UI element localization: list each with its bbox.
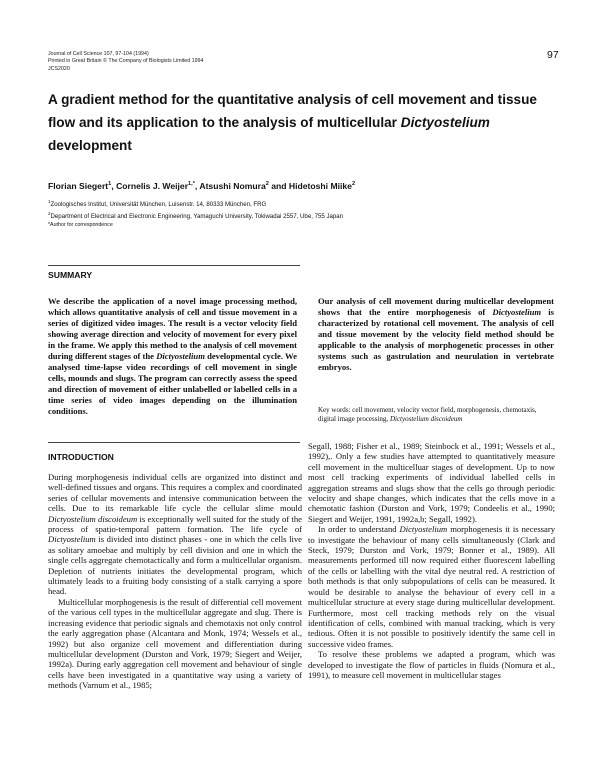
title-text-2: development	[48, 138, 132, 153]
author-4-sup: 2	[351, 181, 356, 188]
summary-bottom-rule	[48, 442, 300, 443]
page-number: 97	[547, 49, 559, 61]
summary-left-column	[48, 296, 297, 417]
intro-p1-text-1: During morphogenesis individual cells are organized into distinct and well-defined tissues and organs. This requires a complex and coordinated series of cellular movements and intensive communication between the cells. Due to its remarkable life cycle the cellular slime mould	[48, 472, 302, 514]
intro-paragraph-3: Segall, 1988; Fisher et al., 1989; Steinbock et al., 1991; Wessels et al., 1992),. Only a few studies have attempted to quantitatively measure cell movement in the multicelluar stages of development. Up to now most cell tracking experiments of individual labelled cells in aggregation streams and slugs show that the cells go through periodic velocity and shape changes, which indicates that the cells move in a chemotatic fashion (Durston and Vork, 1979; Condeelis et al., 1990; Siegert and Weijer, 1991, 1992a,b; Segall, 1992).	[308, 441, 555, 524]
author-3-sup: 2	[265, 181, 269, 188]
summary-left-italic: Dictyostelium	[156, 351, 205, 361]
affiliation-2-text: Department of Electrical and Electronic Engineering, Yamaguchi University, Tokiwadai 2557, Ube, 755 Japan	[50, 213, 344, 221]
journal-printed: Printed in Great Britain © The Company of Biologists Limited 1994	[48, 58, 204, 65]
author-1: Florian Siegert	[48, 181, 109, 191]
journal-code: JCS2020	[48, 65, 70, 72]
author-1-sup: 1	[108, 181, 112, 188]
summary-heading: SUMMARY	[48, 270, 93, 280]
affiliation-1-text: Zoologisches Institut, Universität München, Luisenstr. 14, 80333 München, FRG	[50, 201, 267, 209]
summary-right-text-1: Our analysis of cell movement during multicellar development shows that the entire morphogenesis of	[318, 296, 554, 317]
paper-title	[48, 88, 553, 157]
intro-p4-text-1: In order to understand	[318, 524, 400, 535]
keywords	[318, 406, 554, 425]
introduction-heading: INTRODUCTION	[48, 452, 114, 462]
affiliation-2-sup: 2	[48, 211, 51, 217]
intro-p1-italic-1: Dictyostelium discoideum	[48, 513, 138, 524]
journal-citation: Journal of Cell Science 107, 97-104 (1994)	[48, 51, 149, 57]
title-italic: Dictyostelium	[400, 115, 490, 130]
affiliation-2	[48, 209, 343, 221]
intro-paragraph-1	[48, 472, 302, 597]
author-2-sup: 1,*	[188, 181, 195, 188]
introduction-left-column	[48, 472, 302, 691]
intro-p4-text-2: morphogenesis it is necessary to investigate the behaviour of many cells simultaneously (Clark and Steck, 1979; Durston and Vork, 1979; Bonner et al., 1989). All measurements performed till now required either fluorescent labelling of the cells or labelling with the vital dye neutral red. A restriction of both methods is that only subpopulations of cells can be measured. It would be desirable to analyse the behaviour of every cell in a multicellular structure at every stage during multicellular development. Furthermore, most cell tracking methods rely on the visual identification of cells, combined with manual tracking, which is very tedious. Often it is not possible to positively identify the same cell in successive video frames.	[308, 524, 555, 649]
journal-info	[48, 51, 203, 73]
summary-right-text-2: is characterized by rotational cell movement. The analysis of cell and tissue movement by the velocity field method should be applicable to the analysis of morphogenetic processes in other systems such as gastrulation and neurulation in vertebrate embryos.	[318, 307, 554, 372]
intro-p1-text-2: is exceptionally well suited for the study of the process of spatio-temporal pattern formation. The life cycle of	[48, 513, 302, 535]
affiliation-1-sup: 1	[48, 199, 51, 204]
summary-right-italic: Dictyostelium	[492, 307, 542, 317]
intro-p1-text-3: is divided into distinct phases - one in which the cells live as solitary amoebae and multiply by cell division and one in which the single cells aggregate chemotactically and form a multicellular organism. Depletion of nutrients initiates the developmental program, which ultimately leads to a fruiting body consisting of a stalk carrying a spore head.	[48, 534, 302, 597]
summary-top-rule	[48, 265, 300, 266]
keywords-italic: Dictyostelium discoideum	[389, 415, 463, 424]
intro-paragraph-2: Multicellular morphogenesis is the result of differential cell movement of the various cell types in the multicellular aggregate and slug. There is increasing evidence that periodic signals and chemotaxis not only control the early aggregation phase (Alcantara and Monk, 1974; Wessels et al., 1992) but also organize cell movement and differentiation during multicellular development (Durston and Vork, 1979; Siegert and Weijer, 1992a). During early aggregation cell movement and behaviour of single cells have been investigated in a quantitative way using a variety of methods (Varnum et al., 1985;	[48, 596, 302, 691]
intro-p4-italic: Dictyostelium	[399, 524, 448, 535]
author-2: Cornelis J. Weijer	[116, 181, 189, 191]
author-4: Hidetoshi Miike	[288, 181, 352, 191]
keywords-text: Key words: cell movement, velocity vector field, morphogenesis, chemotaxis, digital image processing,	[318, 406, 537, 424]
author-list: Florian Siegert$^1$, Cornelis J. Weijer$^{1,*}$, Atsushi Nomura$^2$ and Hidetoshi Miike$^2$	[48, 181, 356, 191]
introduction-right-column	[308, 441, 555, 680]
intro-p1-italic-2: Dictyostelium	[48, 534, 96, 545]
author-conjunction: and	[271, 181, 287, 191]
intro-paragraph-5: To resolve these problems we adapted a program, which was developed to investigate the flow of particles in fluids (Nomura et al., 1991), to measure cell movement in multicellular stages	[308, 649, 555, 680]
summary-left-text-2: developmental cycle. We analysed time-lapse video recordings of cell movement in single cells, mounds and slugs. The program can correctly assess the speed and direction of movement of either unlabelled or labelled cells in a time series of video images depending on the illumination conditions.	[48, 351, 297, 416]
author-3: Atsushi Nomura	[199, 181, 266, 191]
summary-right-column	[318, 296, 554, 373]
title-text-1: A gradient method for the quantitative analysis of cell movement and tissue flow and its application to the analysis of multicellular	[48, 92, 537, 130]
summary-left-text-1: We describe the application of a novel image processing method, which allows quantitative analysis of cell and tissue movement in a series of digitized video images. The result is a vector velocity field showing average direction and velocity of movement for every pixel in the frame. We apply this method to the analysis of cell movement during different stages of the	[48, 296, 297, 361]
affiliations	[48, 197, 343, 221]
correspondence-note: *Author for correspondence	[48, 222, 113, 228]
affiliation-1	[48, 197, 343, 209]
intro-paragraph-4	[308, 524, 555, 649]
